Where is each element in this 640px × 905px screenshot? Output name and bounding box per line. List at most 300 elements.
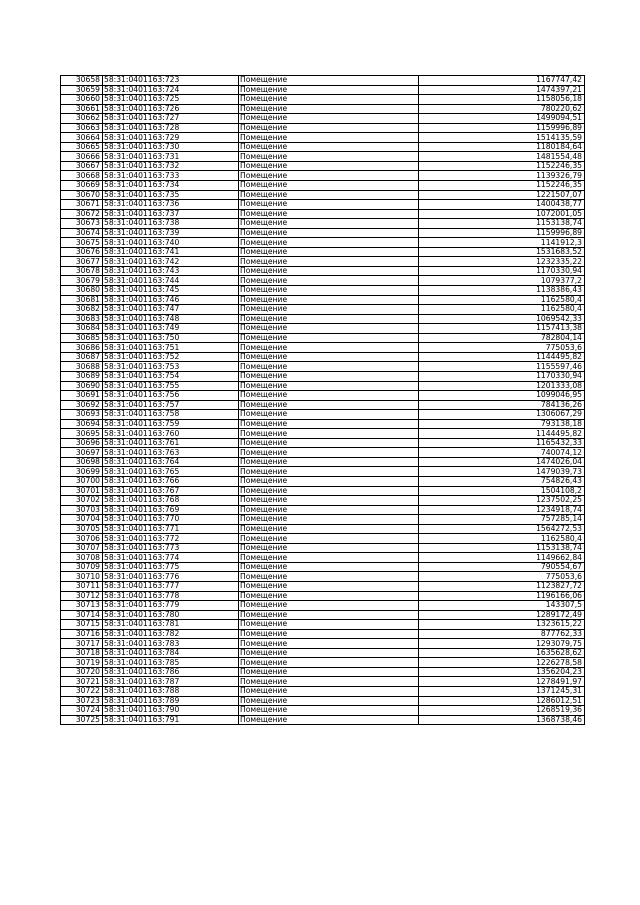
object-type: Помещение [239, 505, 419, 515]
cadastral-number: 58:31:0401163:781 [103, 620, 239, 630]
cadastral-value: 1499094,51 [419, 114, 585, 124]
cadastral-value: 1159996,89 [419, 228, 585, 238]
table-row [61, 658, 585, 668]
row-number: 30723 [61, 696, 103, 706]
cadastral-value: 775053,6 [419, 343, 585, 353]
table-row [61, 706, 585, 716]
cadastral-number: 58:31:0401163:774 [103, 553, 239, 563]
row-number: 30717 [61, 639, 103, 649]
table-row [61, 200, 585, 210]
cadastral-value: 1356204,23 [419, 667, 585, 677]
row-number: 30716 [61, 629, 103, 639]
cadastral-value: 754826,43 [419, 476, 585, 486]
object-type: Помещение [239, 152, 419, 162]
cadastral-value: 1144495,82 [419, 352, 585, 362]
object-type: Помещение [239, 658, 419, 668]
cadastral-number: 58:31:0401163:760 [103, 429, 239, 439]
cadastral-value: 1289172,49 [419, 610, 585, 620]
row-number: 30710 [61, 572, 103, 582]
cadastral-value: 1165432,33 [419, 438, 585, 448]
object-type: Помещение [239, 706, 419, 716]
table-row [61, 591, 585, 601]
cadastral-number: 58:31:0401163:754 [103, 371, 239, 381]
cadastral-value: 1153138,74 [419, 219, 585, 229]
cadastral-value: 1162580,4 [419, 305, 585, 315]
cadastral-value: 780220,62 [419, 104, 585, 114]
table-row [61, 104, 585, 114]
row-number: 30670 [61, 190, 103, 200]
cadastral-number: 58:31:0401163:727 [103, 114, 239, 124]
table-row [61, 457, 585, 467]
row-number: 30704 [61, 515, 103, 525]
cadastral-number: 58:31:0401163:784 [103, 648, 239, 658]
table-row [61, 562, 585, 572]
cadastral-number: 58:31:0401163:766 [103, 476, 239, 486]
object-type: Помещение [239, 572, 419, 582]
object-type: Помещение [239, 400, 419, 410]
table-row [61, 438, 585, 448]
table-row [61, 667, 585, 677]
object-type: Помещение [239, 381, 419, 391]
cadastral-value: 1635628,62 [419, 648, 585, 658]
object-type: Помещение [239, 133, 419, 143]
object-type: Помещение [239, 601, 419, 611]
row-number: 30671 [61, 200, 103, 210]
table-row [61, 133, 585, 143]
cadastral-value: 782804,14 [419, 333, 585, 343]
table-row [61, 209, 585, 219]
object-type: Помещение [239, 76, 419, 86]
cadastral-number: 58:31:0401163:753 [103, 362, 239, 372]
table-row [61, 648, 585, 658]
cadastral-number: 58:31:0401163:773 [103, 543, 239, 553]
cadastral-value: 1479039,73 [419, 467, 585, 477]
row-number: 30724 [61, 706, 103, 716]
row-number: 30678 [61, 266, 103, 276]
cadastral-number: 58:31:0401163:728 [103, 123, 239, 133]
table-row [61, 400, 585, 410]
cadastral-value: 1144495,82 [419, 429, 585, 439]
cadastral-value: 793138,18 [419, 419, 585, 429]
row-number: 30659 [61, 85, 103, 95]
table-row [61, 190, 585, 200]
object-type: Помещение [239, 362, 419, 372]
object-type: Помещение [239, 486, 419, 496]
cadastral-value: 1368738,46 [419, 715, 585, 725]
object-type: Помещение [239, 247, 419, 257]
table-row [61, 257, 585, 267]
cadastral-number: 58:31:0401163:785 [103, 658, 239, 668]
object-type: Помещение [239, 228, 419, 238]
cadastral-number: 58:31:0401163:733 [103, 171, 239, 181]
row-number: 30707 [61, 543, 103, 553]
row-number: 30696 [61, 438, 103, 448]
table-row [61, 362, 585, 372]
table-row [61, 219, 585, 229]
object-type: Помещение [239, 352, 419, 362]
table-row [61, 123, 585, 133]
property-table [60, 75, 585, 725]
row-number: 30706 [61, 534, 103, 544]
cadastral-value: 1162580,4 [419, 534, 585, 544]
cadastral-value: 877762,33 [419, 629, 585, 639]
cadastral-value: 775053,6 [419, 572, 585, 582]
cadastral-number: 58:31:0401163:755 [103, 381, 239, 391]
object-type: Помещение [239, 333, 419, 343]
row-number: 30712 [61, 591, 103, 601]
table-row [61, 620, 585, 630]
row-number: 30661 [61, 104, 103, 114]
object-type: Помещение [239, 438, 419, 448]
object-type: Помещение [239, 476, 419, 486]
table-row [61, 429, 585, 439]
cadastral-number: 58:31:0401163:758 [103, 410, 239, 420]
object-type: Помещение [239, 534, 419, 544]
table-row [61, 295, 585, 305]
object-type: Помещение [239, 639, 419, 649]
object-type: Помещение [239, 104, 419, 114]
cadastral-value: 1069542,33 [419, 314, 585, 324]
cadastral-value: 1153138,74 [419, 543, 585, 553]
table-row [61, 161, 585, 171]
table-row [61, 314, 585, 324]
cadastral-number: 58:31:0401163:734 [103, 181, 239, 191]
table-row [61, 352, 585, 362]
object-type: Помещение [239, 257, 419, 267]
row-number: 30719 [61, 658, 103, 668]
table-row [61, 305, 585, 315]
object-type: Помещение [239, 343, 419, 353]
table-row [61, 448, 585, 458]
cadastral-number: 58:31:0401163:787 [103, 677, 239, 687]
table-row [61, 152, 585, 162]
row-number: 30699 [61, 467, 103, 477]
object-type: Помещение [239, 543, 419, 553]
object-type: Помещение [239, 524, 419, 534]
cadastral-value: 740074,12 [419, 448, 585, 458]
row-number: 30673 [61, 219, 103, 229]
cadastral-value: 1139326,79 [419, 171, 585, 181]
cadastral-number: 58:31:0401163:770 [103, 515, 239, 525]
row-number: 30669 [61, 181, 103, 191]
row-number: 30697 [61, 448, 103, 458]
cadastral-value: 1504108,2 [419, 486, 585, 496]
row-number: 30684 [61, 324, 103, 334]
cadastral-value: 1237502,25 [419, 496, 585, 506]
table-row [61, 543, 585, 553]
row-number: 30709 [61, 562, 103, 572]
cadastral-value: 1564272,53 [419, 524, 585, 534]
cadastral-number: 58:31:0401163:742 [103, 257, 239, 267]
row-number: 30687 [61, 352, 103, 362]
object-type: Помещение [239, 410, 419, 420]
row-number: 30686 [61, 343, 103, 353]
cadastral-number: 58:31:0401163:737 [103, 209, 239, 219]
cadastral-number: 58:31:0401163:791 [103, 715, 239, 725]
cadastral-value: 1531683,52 [419, 247, 585, 257]
object-type: Помещение [239, 448, 419, 458]
cadastral-value: 1157413,38 [419, 324, 585, 334]
cadastral-number: 58:31:0401163:759 [103, 419, 239, 429]
cadastral-value: 1196166,06 [419, 591, 585, 601]
table-row [61, 687, 585, 697]
row-number: 30663 [61, 123, 103, 133]
cadastral-value: 1159996,89 [419, 123, 585, 133]
object-type: Помещение [239, 209, 419, 219]
cadastral-value: 757285,14 [419, 515, 585, 525]
cadastral-number: 58:31:0401163:741 [103, 247, 239, 257]
cadastral-number: 58:31:0401163:783 [103, 639, 239, 649]
cadastral-value: 1221507,07 [419, 190, 585, 200]
row-number: 30721 [61, 677, 103, 687]
table-row [61, 276, 585, 286]
cadastral-value: 1323615,22 [419, 620, 585, 630]
row-number: 30666 [61, 152, 103, 162]
table-row [61, 85, 585, 95]
row-number: 30720 [61, 667, 103, 677]
object-type: Помещение [239, 391, 419, 401]
cadastral-number: 58:31:0401163:775 [103, 562, 239, 572]
cadastral-value: 1152246,35 [419, 161, 585, 171]
cadastral-number: 58:31:0401163:776 [103, 572, 239, 582]
cadastral-value: 1079377,2 [419, 276, 585, 286]
row-number: 30715 [61, 620, 103, 630]
table-row [61, 95, 585, 105]
cadastral-number: 58:31:0401163:738 [103, 219, 239, 229]
table-row [61, 629, 585, 639]
row-number: 30694 [61, 419, 103, 429]
object-type: Помещение [239, 181, 419, 191]
row-number: 30691 [61, 391, 103, 401]
table-row [61, 410, 585, 420]
row-number: 30725 [61, 715, 103, 725]
cadastral-number: 58:31:0401163:724 [103, 85, 239, 95]
cadastral-value: 1474397,21 [419, 85, 585, 95]
row-number: 30688 [61, 362, 103, 372]
object-type: Помещение [239, 715, 419, 725]
table-row [61, 419, 585, 429]
cadastral-number: 58:31:0401163:786 [103, 667, 239, 677]
object-type: Помещение [239, 305, 419, 315]
row-number: 30668 [61, 171, 103, 181]
cadastral-number: 58:31:0401163:731 [103, 152, 239, 162]
row-number: 30660 [61, 95, 103, 105]
row-number: 30718 [61, 648, 103, 658]
table-row [61, 715, 585, 725]
object-type: Помещение [239, 457, 419, 467]
cadastral-value: 1474026,04 [419, 457, 585, 467]
object-type: Помещение [239, 200, 419, 210]
row-number: 30722 [61, 687, 103, 697]
table-row [61, 238, 585, 248]
object-type: Помещение [239, 696, 419, 706]
cadastral-number: 58:31:0401163:764 [103, 457, 239, 467]
object-type: Помещение [239, 553, 419, 563]
cadastral-value: 1234918,74 [419, 505, 585, 515]
object-type: Помещение [239, 276, 419, 286]
cadastral-number: 58:31:0401163:788 [103, 687, 239, 697]
cadastral-number: 58:31:0401163:779 [103, 601, 239, 611]
object-type: Помещение [239, 85, 419, 95]
cadastral-number: 58:31:0401163:751 [103, 343, 239, 353]
cadastral-number: 58:31:0401163:777 [103, 581, 239, 591]
cadastral-number: 58:31:0401163:735 [103, 190, 239, 200]
object-type: Помещение [239, 324, 419, 334]
row-number: 30664 [61, 133, 103, 143]
cadastral-number: 58:31:0401163:790 [103, 706, 239, 716]
row-number: 30693 [61, 410, 103, 420]
cadastral-number: 58:31:0401163:725 [103, 95, 239, 105]
row-number: 30675 [61, 238, 103, 248]
table-row [61, 286, 585, 296]
table-row [61, 553, 585, 563]
cadastral-value: 1306067,29 [419, 410, 585, 420]
cadastral-number: 58:31:0401163:765 [103, 467, 239, 477]
cadastral-number: 58:31:0401163:736 [103, 200, 239, 210]
table-row [61, 534, 585, 544]
row-number: 30705 [61, 524, 103, 534]
object-type: Помещение [239, 677, 419, 687]
table-row [61, 266, 585, 276]
cadastral-value: 1162580,4 [419, 295, 585, 305]
cadastral-value: 1072001,05 [419, 209, 585, 219]
cadastral-number: 58:31:0401163:723 [103, 76, 239, 86]
cadastral-value: 1170330,94 [419, 371, 585, 381]
object-type: Помещение [239, 95, 419, 105]
cadastral-number: 58:31:0401163:750 [103, 333, 239, 343]
cadastral-number: 58:31:0401163:739 [103, 228, 239, 238]
table-row [61, 391, 585, 401]
object-type: Помещение [239, 142, 419, 152]
table-row [61, 228, 585, 238]
table-row [61, 181, 585, 191]
object-type: Помещение [239, 648, 419, 658]
cadastral-number: 58:31:0401163:730 [103, 142, 239, 152]
cadastral-value: 1138386,43 [419, 286, 585, 296]
cadastral-value: 1232335,22 [419, 257, 585, 267]
row-number: 30703 [61, 505, 103, 515]
object-type: Помещение [239, 114, 419, 124]
row-number: 30679 [61, 276, 103, 286]
table-row [61, 171, 585, 181]
cadastral-number: 58:31:0401163:761 [103, 438, 239, 448]
row-number: 30658 [61, 76, 103, 86]
object-type: Помещение [239, 295, 419, 305]
object-type: Помещение [239, 562, 419, 572]
row-number: 30692 [61, 400, 103, 410]
row-number: 30677 [61, 257, 103, 267]
table-row [61, 114, 585, 124]
object-type: Помещение [239, 371, 419, 381]
object-type: Помещение [239, 190, 419, 200]
cadastral-value: 1226278,58 [419, 658, 585, 668]
row-number: 30672 [61, 209, 103, 219]
row-number: 30708 [61, 553, 103, 563]
row-number: 30713 [61, 601, 103, 611]
table-row [61, 371, 585, 381]
table-row [61, 515, 585, 525]
table-row [61, 381, 585, 391]
row-number: 30674 [61, 228, 103, 238]
table-row [61, 572, 585, 582]
cadastral-number: 58:31:0401163:772 [103, 534, 239, 544]
cadastral-number: 58:31:0401163:732 [103, 161, 239, 171]
cadastral-number: 58:31:0401163:749 [103, 324, 239, 334]
table-row [61, 496, 585, 506]
cadastral-number: 58:31:0401163:746 [103, 295, 239, 305]
cadastral-value: 1201333,08 [419, 381, 585, 391]
row-number: 30667 [61, 161, 103, 171]
table-row [61, 505, 585, 515]
object-type: Помещение [239, 591, 419, 601]
object-type: Помещение [239, 629, 419, 639]
table-row [61, 601, 585, 611]
cadastral-value: 1152246,35 [419, 181, 585, 191]
cadastral-value: 1155597,46 [419, 362, 585, 372]
cadastral-value: 1293079,75 [419, 639, 585, 649]
object-type: Помещение [239, 286, 419, 296]
cadastral-value: 1149662,84 [419, 553, 585, 563]
table-row [61, 486, 585, 496]
cadastral-value: 1481554,48 [419, 152, 585, 162]
table-row [61, 677, 585, 687]
table-row [61, 467, 585, 477]
cadastral-value: 784136,26 [419, 400, 585, 410]
cadastral-number: 58:31:0401163:752 [103, 352, 239, 362]
object-type: Помещение [239, 419, 419, 429]
cadastral-number: 58:31:0401163:763 [103, 448, 239, 458]
object-type: Помещение [239, 496, 419, 506]
cadastral-value: 790554,67 [419, 562, 585, 572]
object-type: Помещение [239, 238, 419, 248]
row-number: 30662 [61, 114, 103, 124]
object-type: Помещение [239, 467, 419, 477]
table-row [61, 247, 585, 257]
object-type: Помещение [239, 687, 419, 697]
cadastral-number: 58:31:0401163:726 [103, 104, 239, 114]
cadastral-value: 1158056,18 [419, 95, 585, 105]
cadastral-value: 1400438,77 [419, 200, 585, 210]
row-number: 30700 [61, 476, 103, 486]
cadastral-number: 58:31:0401163:768 [103, 496, 239, 506]
cadastral-value: 1099046,95 [419, 391, 585, 401]
cadastral-value: 1167747,42 [419, 76, 585, 86]
cadastral-number: 58:31:0401163:789 [103, 696, 239, 706]
table-row [61, 581, 585, 591]
row-number: 30690 [61, 381, 103, 391]
cadastral-number: 58:31:0401163:769 [103, 505, 239, 515]
cadastral-number: 58:31:0401163:729 [103, 133, 239, 143]
row-number: 30682 [61, 305, 103, 315]
table-row [61, 343, 585, 353]
table-row [61, 639, 585, 649]
cadastral-value: 1371245,31 [419, 687, 585, 697]
row-number: 30702 [61, 496, 103, 506]
cadastral-number: 58:31:0401163:747 [103, 305, 239, 315]
object-type: Помещение [239, 515, 419, 525]
cadastral-value: 1286012,51 [419, 696, 585, 706]
row-number: 30711 [61, 581, 103, 591]
table-row [61, 696, 585, 706]
cadastral-value: 1170330,94 [419, 266, 585, 276]
object-type: Помещение [239, 610, 419, 620]
row-number: 30695 [61, 429, 103, 439]
cadastral-number: 58:31:0401163:757 [103, 400, 239, 410]
row-number: 30714 [61, 610, 103, 620]
table-row [61, 610, 585, 620]
cadastral-value: 1278491,97 [419, 677, 585, 687]
cadastral-value: 1514135,59 [419, 133, 585, 143]
